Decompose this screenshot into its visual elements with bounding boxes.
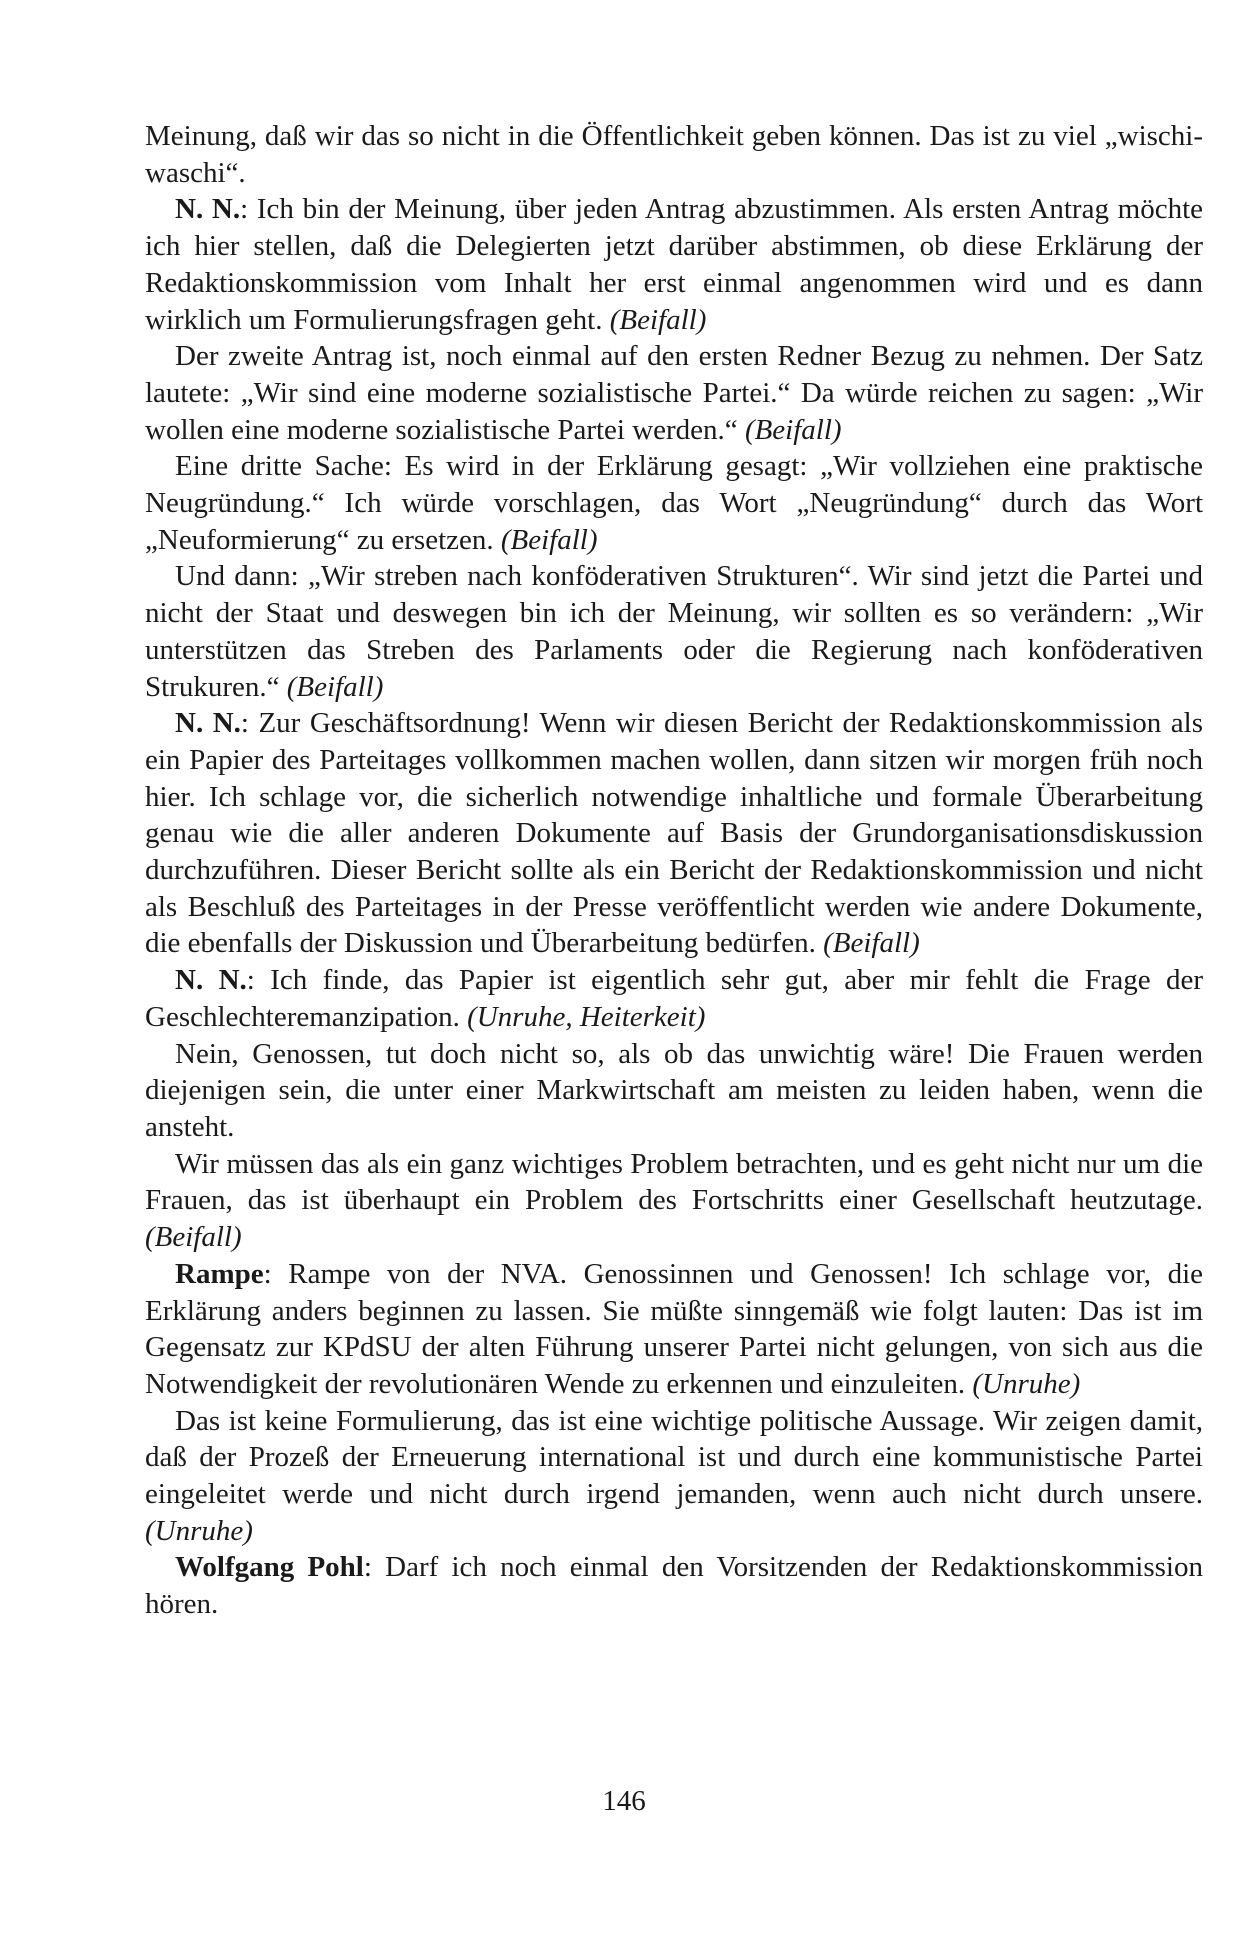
paragraph bbox=[145, 1256, 1203, 1403]
audience-reaction: (Unruhe, Heiterkeit) bbox=[467, 1000, 706, 1033]
speaker-name: Wolfgang Pohl bbox=[175, 1551, 364, 1584]
speaker-name: N. N. bbox=[175, 193, 241, 226]
paragraph-text: Eine dritte Sache: Es wird in der Erklärung gesagt: „Wir vollziehen eine praktische Neugründung.“ Ich würde vorschlagen, das Wort „Neugründung“ durch das Wort „Neuformierung“ zu ersetzen. bbox=[145, 450, 1203, 556]
page-body bbox=[145, 118, 1203, 1623]
speaker-name: N. N. bbox=[175, 707, 241, 740]
audience-reaction: (Beifall) bbox=[609, 303, 707, 336]
paragraph-text: Rampe von der NVA. Genossinnen und Genossen! Ich schlage vor, die Erklärung anders beginnen zu lassen. Sie müßte sinngemäß wie folgt lauten: Das ist im Gegensatz zur KPdSU der alten Führung unserer Partei nicht gelungen, von sich aus die Notwendigkeit der revolutionären Wende zu erkennen und einzuleiten. bbox=[145, 1257, 1204, 1400]
speaker-name: N. N. bbox=[175, 964, 247, 997]
paragraph-text: Nein, Genossen, tut doch nicht so, als ob das unwichtig wäre! Die Frauen werden diejenigen sein, die unter einer Markwirtschaft am meisten zu leiden haben, wenn die ansteht. bbox=[145, 1037, 1203, 1143]
paragraph bbox=[145, 1146, 1203, 1256]
audience-reaction: (Beifall) bbox=[744, 413, 842, 446]
paragraph bbox=[145, 705, 1203, 962]
audience-reaction: (Unruhe) bbox=[972, 1367, 1081, 1400]
audience-reaction: (Beifall) bbox=[286, 670, 384, 703]
paragraph bbox=[145, 338, 1203, 448]
paragraph-text: Zur Geschäftsordnung! Wenn wir diesen Bericht der Redaktionskommission als ein Papier des Parteitages vollkommen machen wollen, dann sitzen wir morgen früh noch hier. Ich schlage vor, die sicherlich notwendige inhaltliche und formale Überarbeitung genau wie die aller anderen Dokumente auf Basis der Grundorganisationsdiskussion durchzuführen. Dieser Bericht sollte als ein Bericht der Redaktionskommission und nicht als Beschluß des Parteitages in der Presse veröffentlicht werden wie andere Dokumente, die ebenfalls der Diskussion und Überarbeitung bedürfen. bbox=[145, 707, 1203, 960]
paragraph bbox=[145, 1036, 1203, 1146]
audience-reaction: (Beifall) bbox=[823, 927, 920, 960]
speaker-separator: : bbox=[240, 193, 257, 226]
paragraph bbox=[145, 118, 1203, 191]
paragraph-text: Meinung, daß wir das so nicht in die Öffentlichkeit geben können. Das ist zu viel „wischi-waschi“. bbox=[145, 120, 1203, 189]
speaker-separator: : bbox=[363, 1551, 386, 1584]
paragraph bbox=[145, 962, 1203, 1035]
audience-reaction: (Unruhe) bbox=[145, 1514, 253, 1547]
paragraph-text: Wir müssen das als ein ganz wichtiges Problem betrachten, und es geht nicht nur um die Frauen, das ist überhaupt ein Problem des Fortschritts einer Gesellschaft heutzutage. bbox=[145, 1147, 1203, 1217]
paragraph-text: Der zweite Antrag ist, noch einmal auf den ersten Redner Bezug zu nehmen. Der Satz lautete: „Wir sind eine moderne sozialistische Partei.“ Da würde reichen zu sagen: „Wir wollen eine moderne sozialistische Partei werden.“ bbox=[145, 340, 1203, 446]
audience-reaction: (Beifall) bbox=[500, 523, 598, 556]
page-number: 146 bbox=[602, 1785, 646, 1817]
paragraph bbox=[145, 191, 1203, 338]
paragraph bbox=[145, 448, 1203, 558]
paragraph bbox=[145, 558, 1203, 705]
paragraph-text: Das ist keine Formulierung, das ist eine wichtige politische Aussage. Wir zeigen damit, daß der Prozeß der Erneuerung international ist und durch eine kommunistische Partei eingeleitet werde und nicht durch irgend jemanden, wenn auch nicht durch unsere. bbox=[145, 1404, 1203, 1511]
paragraph bbox=[145, 1549, 1203, 1622]
paragraph-text: Und dann: „Wir streben nach konföderativen Strukturen“. Wir sind jetzt die Partei und nicht der Staat und deswegen bin ich der Meinung, wir sollten es so verändern: „Wir unterstützen das Streben des Parlaments oder die Regierung nach konföderativen Strukuren.“ bbox=[145, 560, 1203, 703]
paragraph bbox=[145, 1403, 1203, 1550]
paragraph-text: Darf ich noch einmal den Vorsitzenden der Redaktionskommission hören. bbox=[145, 1551, 1203, 1621]
speaker-separator: : bbox=[246, 964, 271, 997]
speaker-separator: : bbox=[263, 1257, 289, 1290]
speaker-separator: : bbox=[240, 707, 259, 740]
paragraph-text: Ich finde, das Papier ist eigentlich sehr gut, aber mir fehlt die Frage der Geschlechteremanzipation. bbox=[145, 964, 1204, 1033]
speaker-name: Rampe bbox=[175, 1257, 264, 1290]
paragraph-text: Ich bin der Meinung, über jeden Antrag abzustimmen. Als ersten Antrag möchte ich hier stellen, daß die Delegierten jetzt darüber abstimmen, ob diese Erklärung der Redaktionskommission vom Inhalt her erst einmal angenommen wird und es dann wirklich um Formulierungsfragen geht. bbox=[145, 193, 1203, 336]
audience-reaction: (Beifall) bbox=[145, 1221, 242, 1254]
